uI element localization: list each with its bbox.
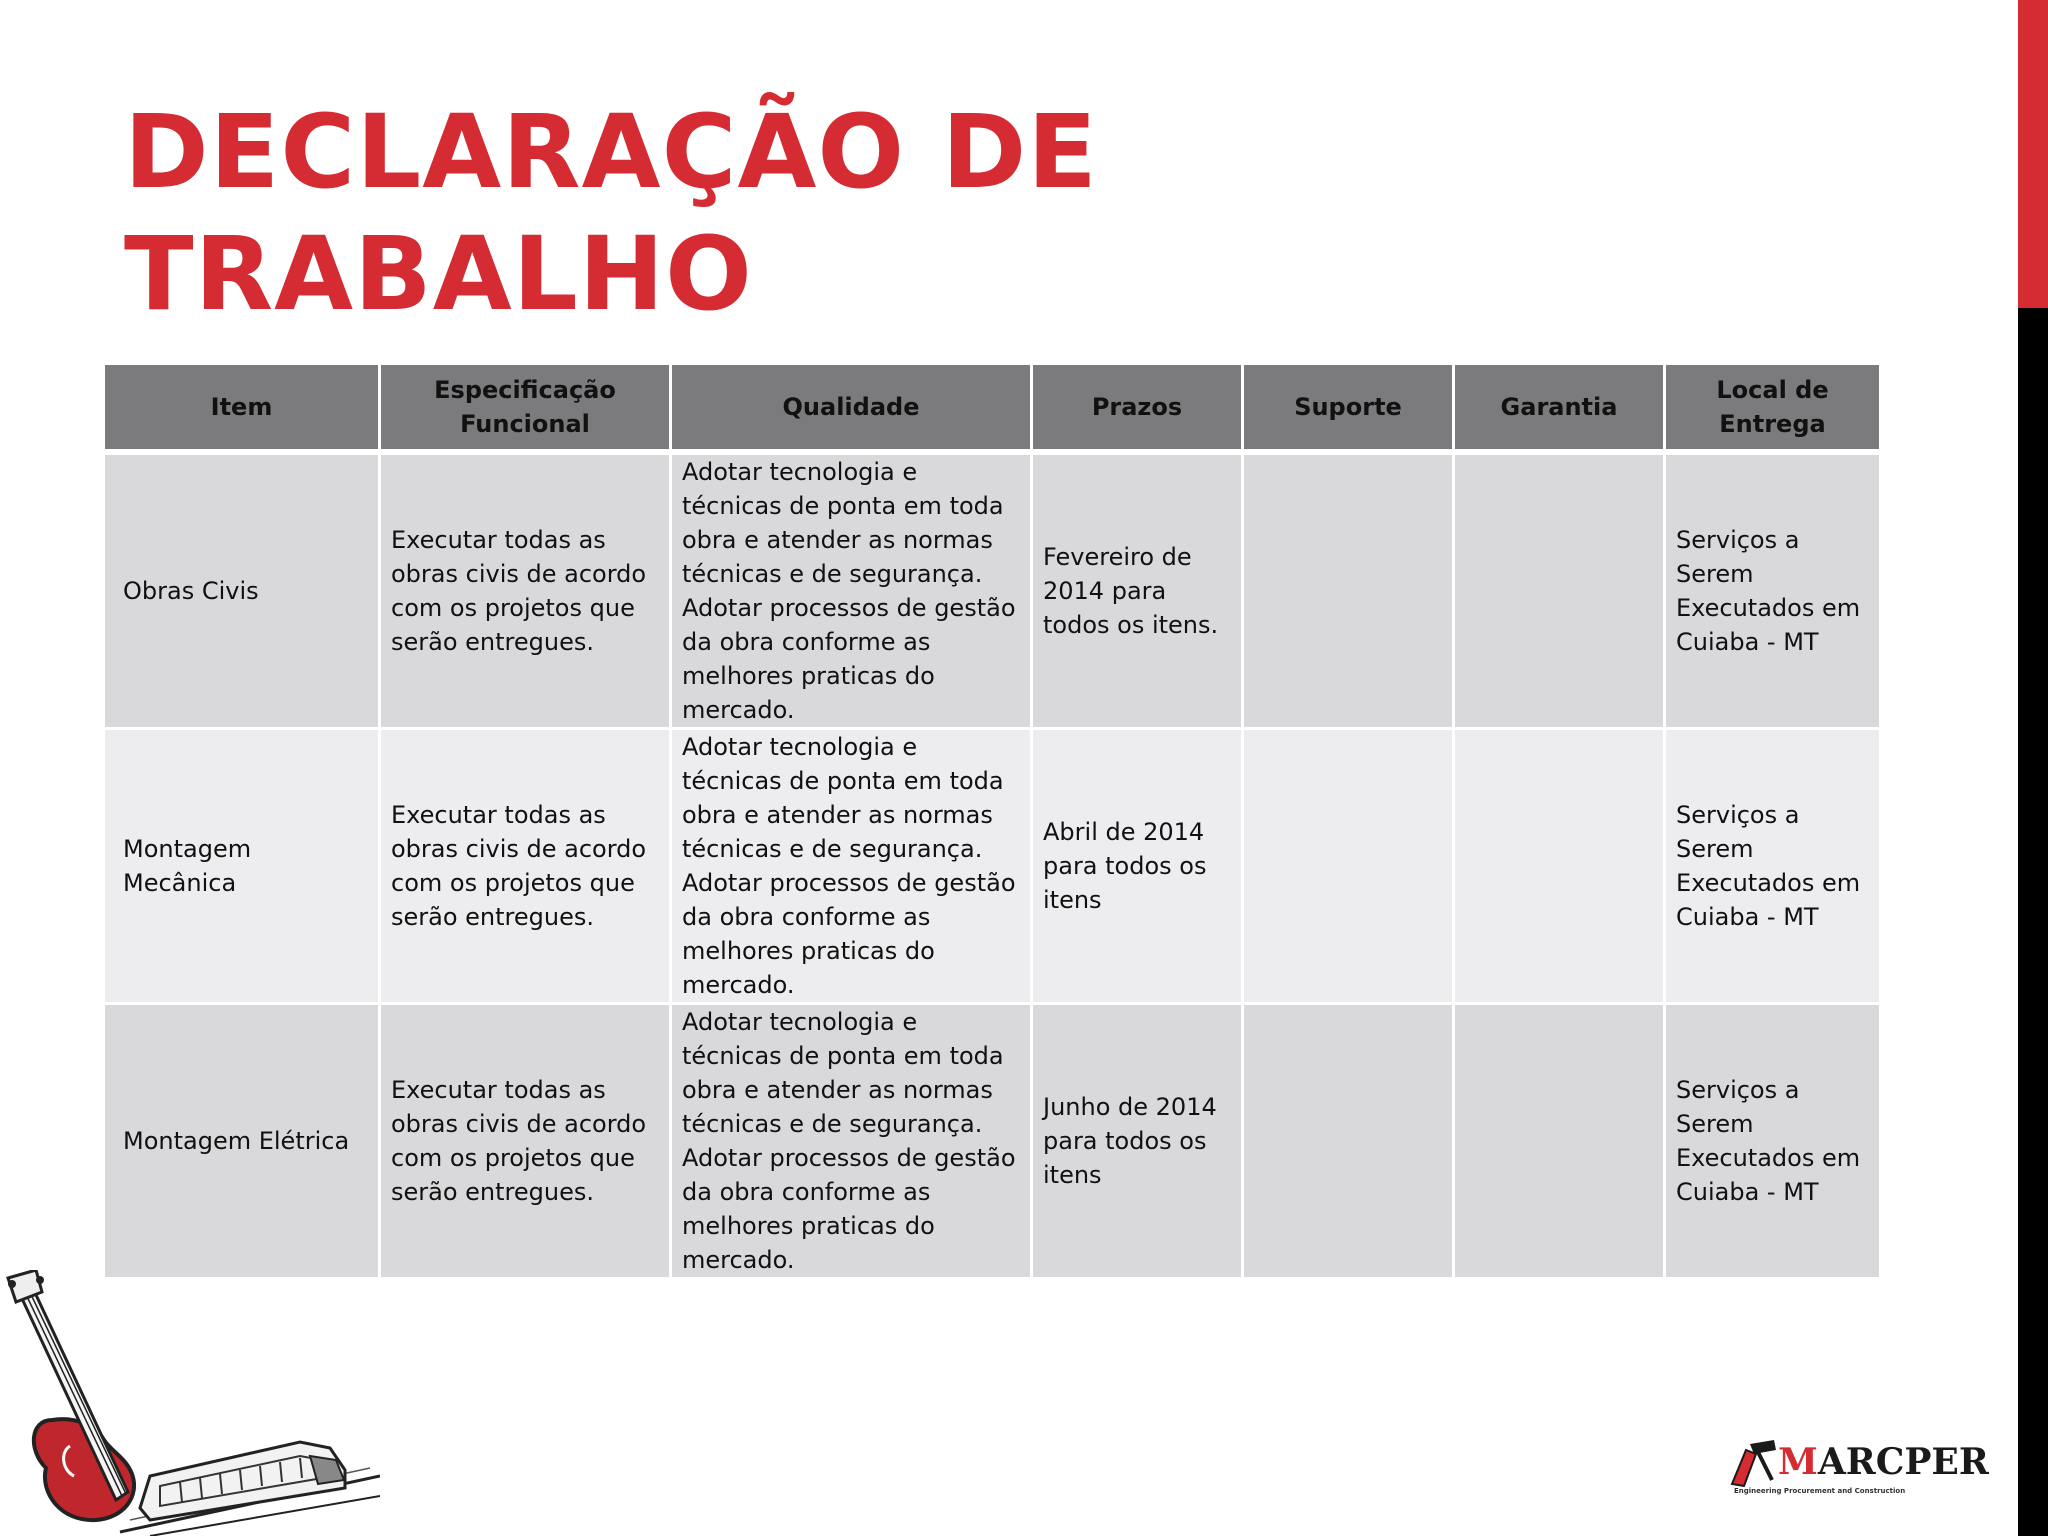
cell-especificacao: Executar todas as obras civis de acordo com os projetos que serão entregues. [381,455,672,730]
header-local-de-entrega: Local de Entrega [1666,365,1879,455]
header-item: Item [105,365,381,455]
header-especificacao-funcional: Especificação Funcional [381,365,672,455]
cell-prazos: Fevereiro de 2014 para todos os itens. [1033,455,1244,730]
cell-item: Montagem Elétrica [105,1005,381,1280]
cell-qualidade: Adotar tecnologia e técnicas de ponta em toda obra e atender as normas técnicas e de segurança. Adotar processos de gestão da obra conforme as melhores praticas do mercado. [672,455,1033,730]
table-row [105,455,1879,730]
cell-prazos: Abril de 2014 para todos os itens [1033,730,1244,1005]
guitar-train-logo-icon [0,1270,380,1536]
cell-prazos: Junho de 2014 para todos os itens [1033,1005,1244,1280]
cell-especificacao: Executar todas as obras civis de acordo com os projetos que serão entregues. [381,730,672,1005]
side-accent-bar-red [2018,0,2048,308]
guitar-train-logo-svg [0,1270,380,1536]
brand-name-prefix: M [1778,1441,1818,1483]
cell-local: Serviços a Serem Executados em Cuiaba - MT [1666,1005,1879,1280]
cell-suporte [1244,1005,1455,1280]
cell-item: Montagem Mecânica [105,730,381,1005]
cell-garantia [1455,455,1666,730]
cell-qualidade: Adotar tecnologia e técnicas de ponta em toda obra e atender as normas técnicas e de segurança. Adotar processos de gestão da obra conforme as melhores praticas do mercado. [672,730,1033,1005]
brand-name [1778,1442,1989,1482]
header-prazos: Prazos [1033,365,1244,455]
cell-qualidade: Adotar tecnologia e técnicas de ponta em toda obra e atender as normas técnicas e de segurança. Adotar processos de gestão da obra conforme as melhores praticas do mercado. [672,1005,1033,1280]
cell-garantia [1455,730,1666,1005]
cell-garantia [1455,1005,1666,1280]
cell-local: Serviços a Serem Executados em Cuiaba - MT [1666,455,1879,730]
statement-of-work-table-wrapper [105,365,1879,1280]
hammer-logo-icon [1728,1440,1778,1488]
cell-local: Serviços a Serem Executados em Cuiaba - MT [1666,730,1879,1005]
header-suporte: Suporte [1244,365,1455,455]
header-qualidade: Qualidade [672,365,1033,455]
cell-especificacao: Executar todas as obras civis de acordo com os projetos que serão entregues. [381,1005,672,1280]
slide-title: DECLARAÇÃO DE TRABALHO [124,93,1098,334]
cell-item: Obras Civis [105,455,381,730]
cell-suporte [1244,730,1455,1005]
table-row [105,1005,1879,1280]
marcper-logo [1728,1440,1989,1508]
brand-tagline: Engineering Procurement and Construction [1734,1487,1906,1495]
table-header-row [105,365,1879,455]
cell-suporte [1244,455,1455,730]
table-row [105,730,1879,1005]
statement-of-work-table [105,365,1879,1280]
brand-name-rest: ARCPER [1817,1441,1989,1483]
side-accent-bar-black [2018,308,2048,1536]
header-garantia: Garantia [1455,365,1666,455]
